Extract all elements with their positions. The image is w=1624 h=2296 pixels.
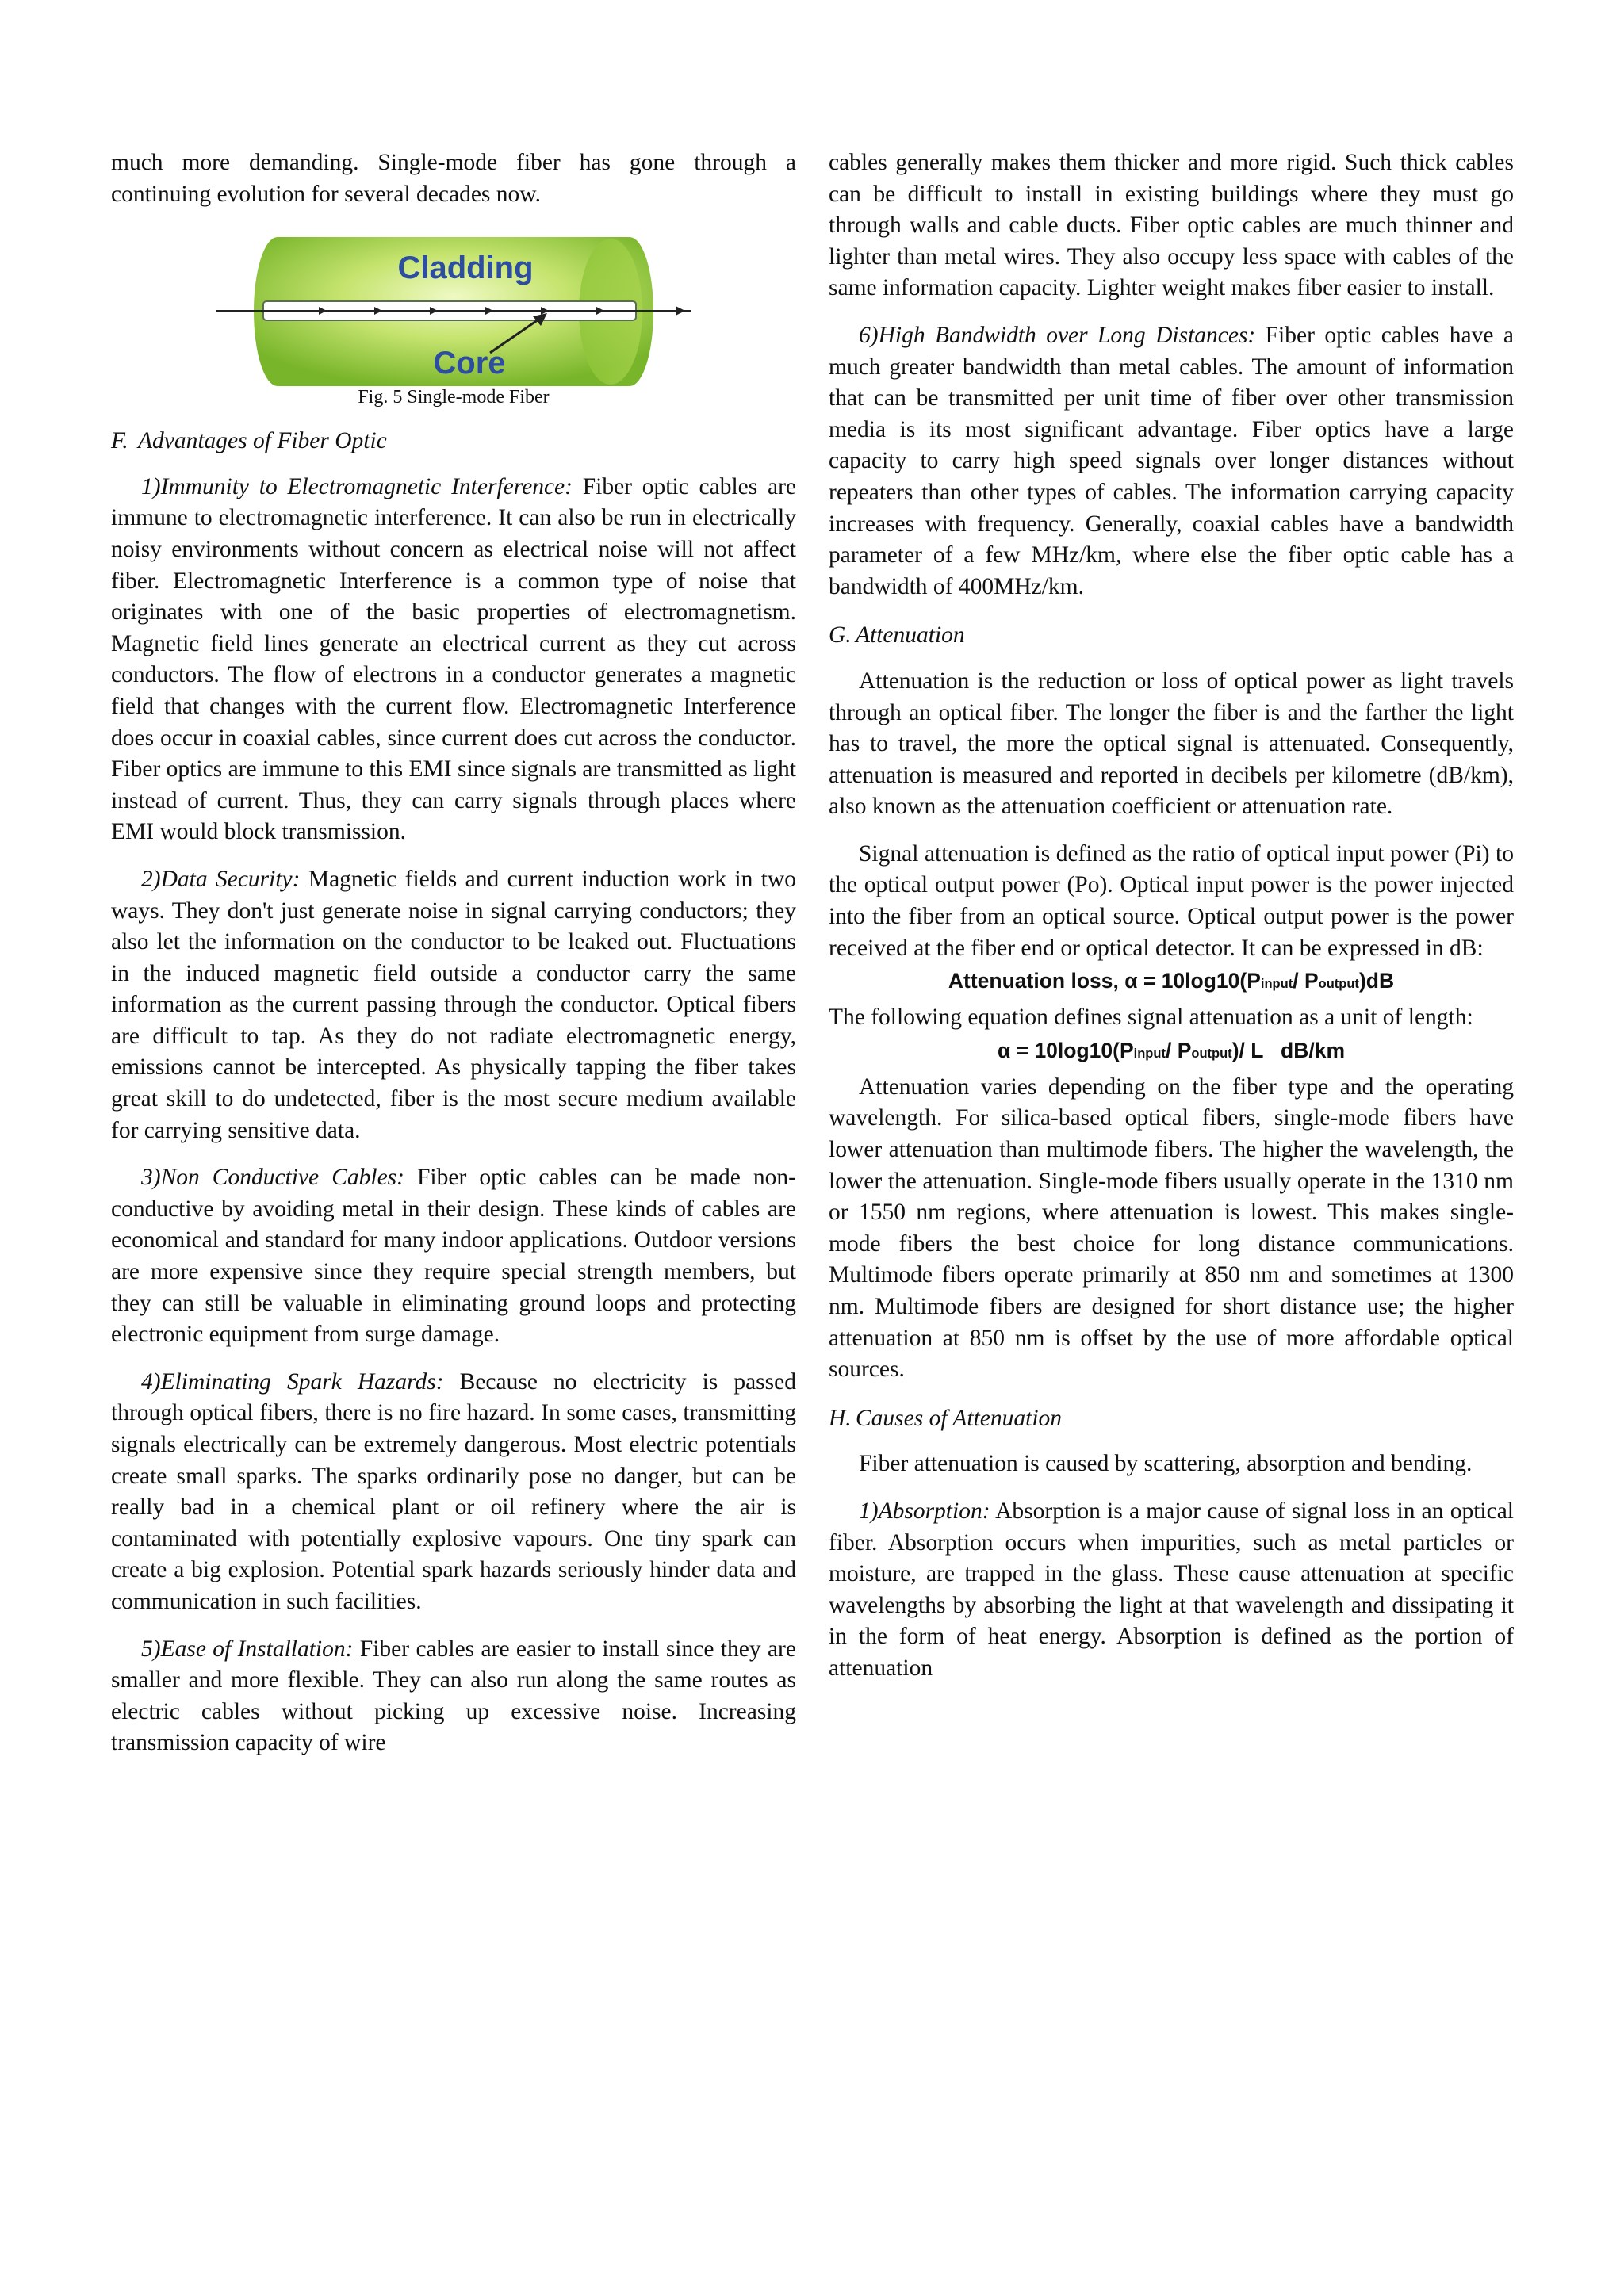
equation-attenuation-per-length: [829, 1037, 1514, 1067]
paragraph-text: Fiber optic cables can be made non-conductive by avoiding metal in their design. These kinds of cables are economical and standard for many indoor applications. Outdoor versions are more expensive since they require special strength members, but they can still be valuable in eliminating ground loops and protecting electronic equipment from surge damage.: [111, 1165, 796, 1348]
core-label: Core: [433, 346, 506, 381]
cladding-label: Cladding: [397, 251, 534, 286]
paragraph-text: Fiber optic cables have a much greater bandwidth than metal cables. The amount of information that can be transmitted per unit time of fiber over other transmission media is its most significant advantage. Fiber optics have a large capacity to carry high speed signals over longer distances without repeaters than other types of cables. The information carrying capacity increases with frequency. Generally, coaxial cables have a bandwidth parameter of a few MHz/km, where else the fiber optic cable has a bandwidth of 400MHz/km.: [829, 322, 1514, 599]
paragraph-text: Absorption is a major cause of signal loss in an optical fiber. Absorption occurs when impurities, such as metal particles or moisture, are trapped in the glass. These cause attenuation at specific wavelengths by absorbing the light at that wavelength and dissipating it in the form of heat energy. Absorption is defined as the portion of attenuation: [829, 1498, 1514, 1681]
equation-part: Attenuation loss, α = 10log10(P: [948, 969, 1261, 993]
figure-single-mode-fiber: [111, 234, 796, 408]
paragraph-text: Magnetic fields and current induction work in two ways. They don't just generate noise in signal carrying conductors; they also let the information on the conductor to be leaked out. Fluctuations in the induced magnetic field outside a conductor carry the same information as the current passing through the conductor. Optical fibers are difficult to tap. As they do not radiate electromagnetic energy, emissions cannot be intercepted. As physically tapping the fiber takes great skill to do undetected, fiber is the most secure medium available for carrying sensitive data.: [111, 866, 796, 1143]
paragraph-causes: Fiber attenuation is caused by scattering, absorption and bending.: [859, 1451, 1473, 1477]
equation-attenuation-loss: [829, 967, 1514, 997]
paragraph-equation-intro: The following equation defines signal attenuation as a unit of length:: [829, 1004, 1473, 1031]
figure-caption: Fig. 5 Single-mode Fiber: [358, 387, 550, 408]
paragraph-non-conductive: [111, 1162, 796, 1351]
left-column: [111, 147, 796, 1759]
equation-part: / P: [1165, 1038, 1192, 1062]
paragraph-wavelength: Attenuation varies depending on the fiber type and the operating wavelength. For silica-based optical fibers, single-mode fibers have lower attenuation than multimode fibers. The higher the wavelength, the lower the attenuation. Single-mode fibers usually operate in the 1310 nm or 1550 nm regions, where attenuation is lowest. This makes single-mode fibers the best choice for long distance communications. Multimode fibers operate primarily at 850 nm and sometimes at 1300 nm. Multimode fibers are designed for short distance use; the higher attenuation at 850 nm is offset by the use of more affordable optical sources.: [829, 1073, 1514, 1383]
subsection-title: 6)High Bandwidth over Long Distances:: [859, 322, 1256, 348]
single-mode-fiber-diagram: [216, 234, 691, 389]
subsection-title: 5)Ease of Installation:: [141, 1636, 354, 1662]
paragraph-data-security: [111, 864, 796, 1146]
section-title: Attenuation: [856, 622, 965, 649]
equation-subscript: output: [1191, 1046, 1232, 1061]
equation-part: )/ L dB/km: [1231, 1038, 1346, 1062]
equation-part: )dB: [1358, 969, 1395, 993]
paragraph-text: Fiber cables are easier to install since they are smaller and more flexible. They can also run along the same routes as electric cables without picking up excessive noise. Increasing transmission capacity of wire: [111, 1636, 796, 1756]
subsection-title: 3)Non Conductive Cables:: [141, 1165, 404, 1191]
equation-part: α = 10log10(P: [997, 1038, 1134, 1062]
paragraph-spark-hazards: [111, 1367, 796, 1618]
subsection-title: 4)Eliminating Spark Hazards:: [141, 1368, 444, 1395]
intro-paragraph: much more demanding. Single-mode fiber has gone through a continuing evolution for several decades now.: [111, 150, 796, 207]
section-letter: F.: [111, 428, 128, 454]
equation-subscript: input: [1133, 1046, 1166, 1061]
section-title: Advantages of Fiber Optic: [138, 428, 387, 454]
section-heading-h: [829, 1403, 1514, 1435]
section-heading-f: [111, 426, 796, 457]
paragraph-ease-installation: [111, 1634, 796, 1759]
section-letter: H.: [829, 1405, 852, 1431]
right-column: [829, 147, 1514, 1685]
paragraph-attenuation-def: Attenuation is the reduction or loss of optical power as light travels through an optical fiber. The longer the fiber is and the farther the light has to travel, the more the optical signal is attenuated. Consequently, attenuation is measured and reported in decibels per kilometre (dB/km), also known as the attenuation coefficient or attenuation rate.: [829, 668, 1514, 820]
equation-subscript: output: [1318, 977, 1359, 992]
subsection-title: 2)Data Security:: [141, 866, 301, 892]
paragraph-ease-installation-cont: cables generally makes them thicker and more rigid. Such thick cables can be difficult to install in existing buildings where they must go through walls and cable ducts. Fiber optic cables are much thinner and lighter than metal wires. They also occupy less space with cables of the same information capacity. Lighter weight makes fiber easier to install.: [829, 150, 1514, 301]
section-letter: G.: [829, 622, 852, 649]
paragraph-absorption: [829, 1496, 1514, 1685]
paragraph-signal-attenuation: Signal attenuation is defined as the ratio of optical input power (Pi) to the optical output power (Po). Optical input power is the power injected into the fiber from an optical source. Optical output power is the power received at the fiber end or optical detector. It can be expressed in dB:: [829, 840, 1514, 961]
equation-part: / P: [1293, 969, 1319, 993]
paragraph-emi-immunity: [111, 472, 796, 848]
section-heading-g: [829, 620, 1514, 652]
paragraph-high-bandwidth: [829, 320, 1514, 603]
section-title: Causes of Attenuation: [856, 1405, 1063, 1431]
paragraph-text: Fiber optic cables are immune to electromagnetic interference. It can also be run in electrically noisy environments without concern as electrical noise will not affect fiber. Electromagnetic Interference is a common type of noise that originates with one of the basic properties of electromagnetism. Magnetic field lines generate an electrical current as they cut across conductors. The flow of electrons in a conductor generates a magnetic field that changes with the current flow. Electromagnetic Interference does occur in coaxial cables, since current does cut across the conductor. Fiber optics are immune to this EMI since signals are transmitted as light instead of current. Thus, they can carry signals through places where EMI would block transmission.: [111, 473, 796, 845]
paragraph-text: Because no electricity is passed through optical fibers, there is no fire hazard. In some cases, transmitting signals electrically can be extremely dangerous. Most electric potentials create small sparks. The sparks ordinarily pose no danger, but can be really bad in a chemical plant or oil refinery where the air is contaminated with potentially explosive vapours. One tiny spark can create a big explosion. Potential spark hazards seriously hinder data and communication in such facilities.: [111, 1368, 796, 1614]
subsection-title: 1)Immunity to Electromagnetic Interference:: [141, 473, 573, 499]
arrow-head-icon: [676, 306, 685, 316]
subsection-title: 1)Absorption:: [859, 1498, 990, 1524]
equation-subscript: input: [1260, 977, 1293, 992]
